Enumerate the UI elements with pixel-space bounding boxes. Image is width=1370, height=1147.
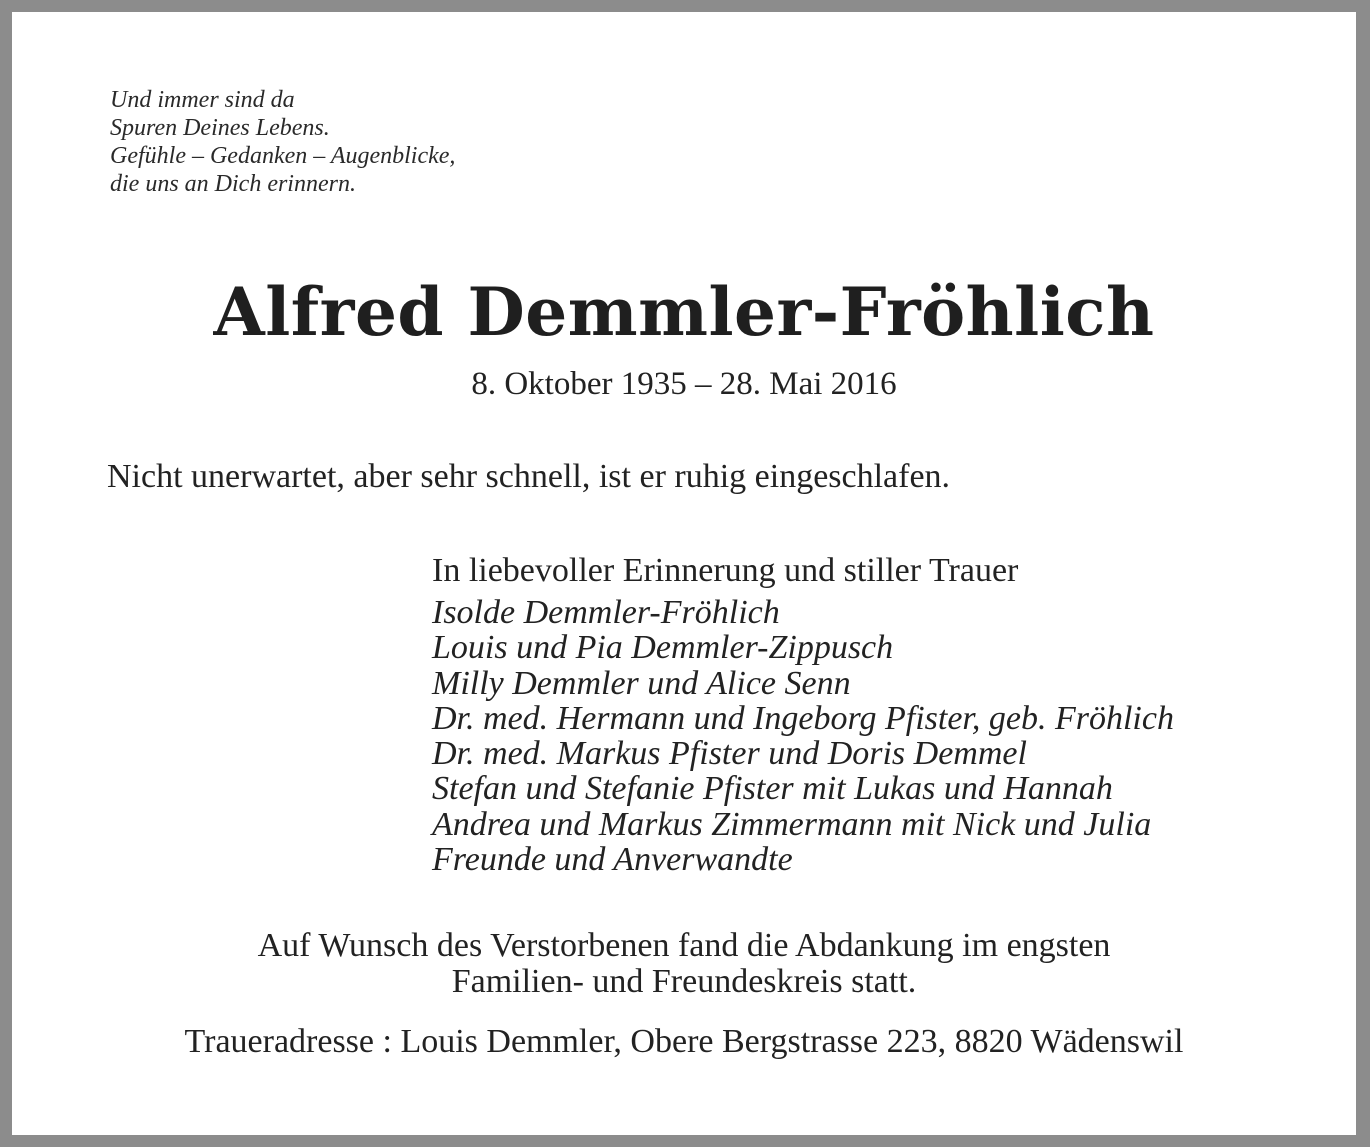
life-dates: 8. Oktober 1935 – 28. Mai 2016: [471, 366, 897, 402]
funeral-notice: [12, 928, 1356, 1000]
poem-line: Und immer sind da: [110, 87, 295, 113]
deceased-name: Alfred Demmler-Fröhlich: [213, 273, 1155, 351]
poem-line: die uns an Dich erinnern.: [110, 171, 356, 197]
mourner-entry: Isolde Demmler-Fröhlich: [432, 594, 780, 631]
mourner-entry: Stefan und Stefanie Pfister mit Lukas und Hannah: [432, 770, 1113, 808]
mourning-address: Traueradresse : Louis Demmler, Obere Bergstrasse 223, 8820 Wädenswil: [184, 1023, 1184, 1060]
obituary-page: [12, 12, 1356, 1135]
funeral-notice-line: Familien- und Freundeskreis statt.: [451, 963, 917, 1000]
poem: [110, 86, 455, 198]
mourner-entry: Louis und Pia Demmler-Zippusch: [432, 629, 894, 667]
poem-line: Gefühle – Gedanken – Augenblicke,: [110, 143, 456, 169]
mourner-entry: Milly Demmler und Alice Senn: [432, 664, 851, 702]
mourner-entry: Dr. med. Markus Pfister und Doris Demmel: [432, 735, 1027, 773]
mourner-entry: Dr. med. Hermann und Ingeborg Pfister, geb. Fröhlich: [432, 699, 1174, 737]
mourners-intro: In liebevoller Erinnerung und stiller Trauer: [432, 552, 1019, 589]
funeral-notice-line: Auf Wunsch des Verstorbenen fand die Abdankung im engsten: [257, 927, 1111, 964]
mourner-entry: Andrea und Markus Zimmermann mit Nick und Julia: [432, 805, 1152, 843]
poem-line: Spuren Deines Lebens.: [110, 115, 330, 141]
death-statement: Nicht unerwartet, aber sehr schnell, ist er ruhig eingeschlafen.: [107, 458, 951, 495]
mourner-entry: Freunde und Anverwandte: [432, 841, 793, 879]
mourners-list: [432, 595, 1174, 877]
